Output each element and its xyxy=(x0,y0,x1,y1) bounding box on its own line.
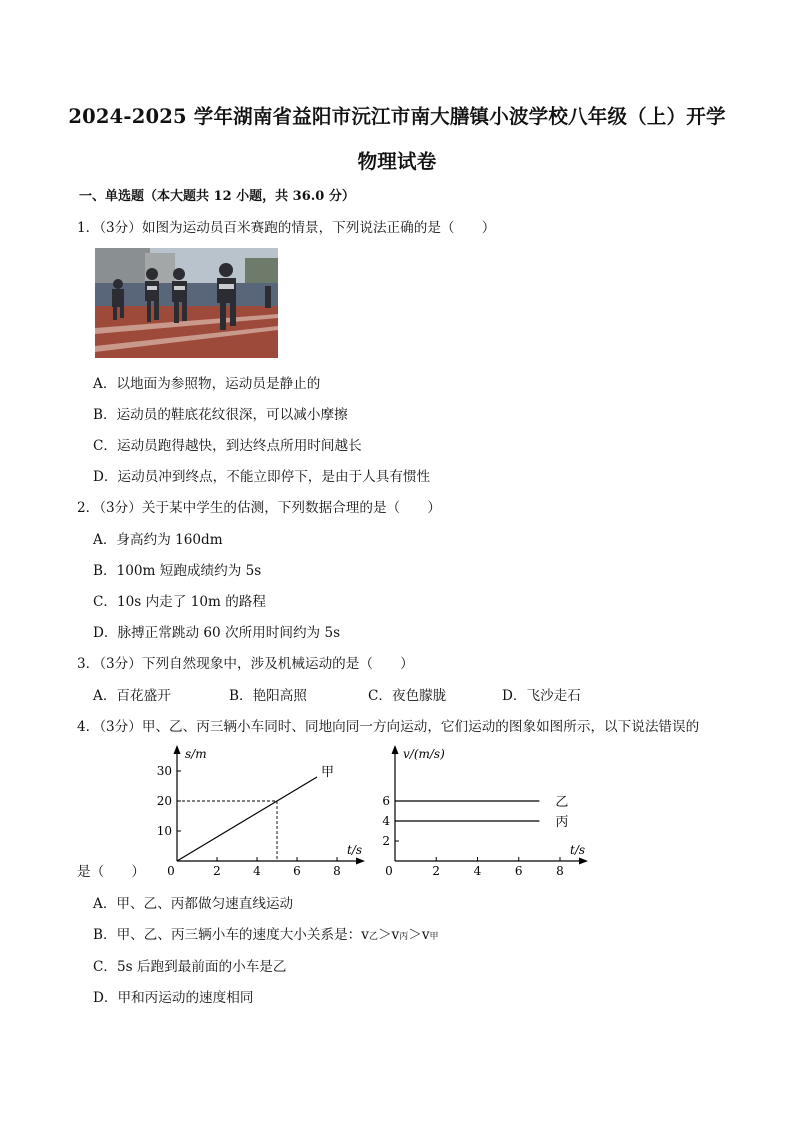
q2-option-b: B．100m 短跑成绩约为 5s xyxy=(93,563,262,579)
paper-title-line1: 2024-2025 学年湖南省益阳市沅江市南大膳镇小波学校八年级（上）开学 xyxy=(68,105,726,128)
y-tick-label: 20 xyxy=(156,794,172,808)
y-tick-label: 2 xyxy=(382,834,390,848)
q1-option-b: B．运动员的鞋底花纹很深，可以减小摩擦 xyxy=(93,407,348,423)
y-tick-label: 10 xyxy=(156,824,172,838)
q1-option-c: C．运动员跑得越快，到达终点所用时间越长 xyxy=(93,438,362,454)
q4-option-d: D．甲和丙运动的速度相同 xyxy=(93,990,254,1006)
x-tick-label: 8 xyxy=(556,864,564,878)
x-tick-label: 2 xyxy=(432,864,441,878)
section-heading: 一、单选题（本大题共 12 小题，共 36.0 分） xyxy=(79,189,355,204)
series-line xyxy=(177,777,317,861)
y-tick-label: 4 xyxy=(382,814,390,828)
q3-option-b: B．艳阳高照 xyxy=(229,688,307,704)
q2-option-d: D．脉搏正常跳动 60 次所用时间约为 5s xyxy=(93,625,341,641)
x-axis-arrow xyxy=(579,858,588,865)
question-2-stem: 2．（3分）关于某中学生的估测，下列数据合理的是（ ） xyxy=(77,500,441,516)
question-4-stem-tail: 是（ ） xyxy=(77,864,145,880)
sprint-race-photo xyxy=(95,248,278,358)
x-tick-label: 6 xyxy=(514,864,523,878)
x-axis-label: t/s xyxy=(347,843,363,857)
x-tick-label: 6 xyxy=(293,864,301,878)
x-tick-label: 0 xyxy=(385,864,393,878)
y-axis-label: v/(m/s) xyxy=(403,747,445,761)
paper-title-line2: 物理试卷 xyxy=(357,150,437,173)
s-t-graph xyxy=(156,745,365,878)
q1-option-a: A．以地面为参照物，运动员是静止的 xyxy=(93,376,321,392)
series-label: 乙 xyxy=(555,795,569,810)
y-tick-label: 6 xyxy=(382,794,390,808)
question-1-stem: 1．（3分）如图为运动员百米赛跑的情景，下列说法正确的是（ ） xyxy=(77,220,496,236)
x-tick-label: 2 xyxy=(213,864,221,878)
series-label: 甲 xyxy=(321,765,335,780)
q1-option-d: D．运动员冲到终点，不能立即停下，是由于人具有惯性 xyxy=(93,469,431,485)
q4-option-b: B．甲、乙、丙三辆小车的速度大小关系是：v乙＞v丙＞v甲 xyxy=(93,927,439,943)
x-tick-label: 4 xyxy=(253,864,261,878)
series-label: 丙 xyxy=(555,815,569,830)
q3-option-d: D．飞沙走石 xyxy=(502,688,581,704)
y-axis-label: s/m xyxy=(185,747,207,761)
x-tick-label: 8 xyxy=(333,864,341,878)
x-tick-label: 0 xyxy=(167,864,175,878)
x-axis-label: t/s xyxy=(570,843,586,857)
y-tick-label: 30 xyxy=(156,764,172,778)
q3-option-a: A．百花盛开 xyxy=(93,688,171,704)
q2-option-c: C．10s 内走了 10m 的路程 xyxy=(93,594,266,610)
question-4-stem: 4．（3分）甲、乙、丙三辆小车同时、同地向同一方向运动，它们运动的图象如图所示，以下说法错误的 xyxy=(77,719,700,735)
q3-option-c: C．夜色朦胧 xyxy=(368,688,447,704)
x-tick-label: 4 xyxy=(473,864,482,878)
x-axis-arrow xyxy=(356,858,365,865)
q2-option-a: A．身高约为 160dm xyxy=(93,532,223,548)
y-axis-arrow xyxy=(174,745,181,754)
y-axis-arrow xyxy=(392,745,399,754)
question-3-stem: 3．（3分）下列自然现象中，涉及机械运动的是（ ） xyxy=(77,656,414,672)
v-t-graph xyxy=(375,745,595,878)
q4-option-a: A．甲、乙、丙都做匀速直线运动 xyxy=(93,896,294,912)
q4-option-c: C．5s 后跑到最前面的小车是乙 xyxy=(93,959,287,975)
